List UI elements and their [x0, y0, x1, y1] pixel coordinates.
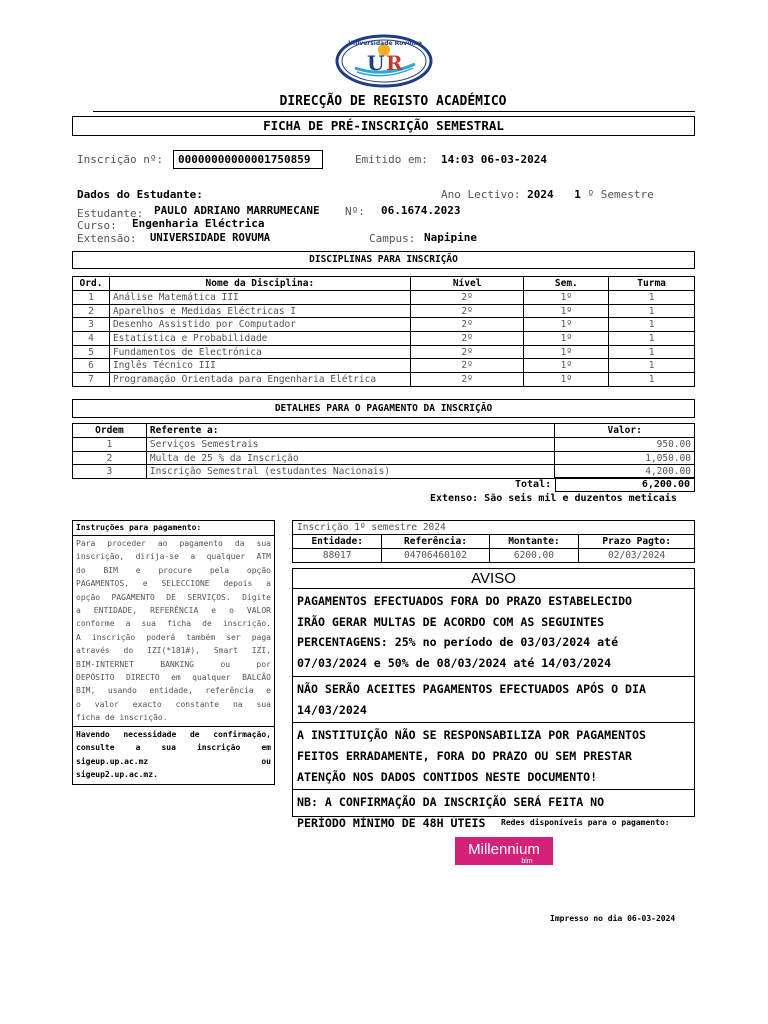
table-row — [73, 373, 695, 387]
instruction-line: BIM-INTERNET BANKING ou por — [76, 659, 271, 669]
row-ordem: 3 — [73, 465, 147, 479]
table-row — [73, 345, 695, 359]
reference-table — [293, 535, 694, 562]
instruction-line: BIM, usando entidade, referência e — [76, 686, 271, 696]
row-ord: 2 — [73, 304, 110, 318]
student-number-label: Nº: — [345, 205, 365, 218]
extension-label: Extensão: — [77, 232, 137, 245]
table-row — [73, 332, 695, 346]
row-semester: 1º — [524, 304, 609, 318]
row-class: 1 — [609, 359, 695, 373]
svg-text:bim: bim — [521, 858, 533, 865]
row-semester: 1º — [524, 332, 609, 346]
disciplines-title-box — [72, 251, 695, 269]
row-discipline: Análise Matemática III — [109, 291, 410, 305]
amount-header: Montante: — [489, 535, 579, 548]
aviso-paragraph — [293, 589, 694, 677]
table-row — [73, 318, 695, 332]
row-level: 2º — [410, 345, 524, 359]
aviso-line: NÃO SERÃO ACEITES PAGAMENTOS EFECTUADOS APÓS O DIA — [297, 681, 647, 696]
total-value: 6,200.00 — [555, 477, 695, 492]
row-ord: 6 — [73, 359, 110, 373]
row-level: 2º — [410, 318, 524, 332]
col-name: Nome da Disciplina: — [109, 277, 410, 291]
row-ord: 7 — [73, 373, 110, 387]
payment-title: DETALHES PARA O PAGAMENTO DA INSCRIÇÃO — [274, 403, 493, 414]
instruction-line: PAGAMENTOS, e SELECCIONE depois a — [76, 579, 271, 589]
instruction-line: o valor exacto constante na sua — [76, 699, 271, 709]
row-valor: 1,050.00 — [555, 451, 695, 465]
payment-networks-label: Redes disponíveis para o pagamento: — [501, 818, 670, 827]
table-row — [73, 291, 695, 305]
row-semester: 1º — [524, 291, 609, 305]
reference-value: 04706460102 — [382, 548, 489, 562]
amount-value: 6200.00 — [489, 548, 579, 562]
aviso-line: 14/03/2024 — [297, 702, 367, 717]
payment-table — [72, 423, 695, 479]
col-ord: Ord. — [73, 277, 110, 291]
payment-title-box — [72, 399, 695, 418]
col-semester: Sem. — [524, 277, 609, 291]
row-class: 1 — [609, 318, 695, 332]
amount-in-words: Extenso: São seis mil e duzentos meticais — [430, 493, 677, 504]
printed-date: Impresso no dia 06-03-2024 — [550, 914, 676, 923]
deadline-value: 02/03/2024 — [579, 548, 694, 562]
instruction-line: opção PAGAMENTO DE SERVIÇOS. Digite — [76, 592, 271, 602]
row-valor: 950.00 — [555, 438, 695, 452]
aviso-paragraph — [293, 790, 694, 835]
document-title: FICHA DE PRÉ-INSCRIÇÃO SEMESTRAL — [263, 118, 504, 133]
row-referente: Serviços Semestrais — [146, 438, 554, 452]
confirmation-line: sigeup2.up.ac.mz. — [76, 769, 158, 779]
instruction-line: A inscrição poderá também ser paga — [76, 632, 271, 642]
row-ordem: 1 — [73, 438, 147, 452]
campus-label: Campus: — [369, 232, 416, 245]
row-discipline: Aparelhos e Medidas Eléctricas I — [109, 304, 410, 318]
instruction-line: através do IZI(*181#), Smart IZI, — [76, 646, 271, 656]
reference-box — [292, 520, 695, 563]
svg-text:Universidade Rovuma: Universidade Rovuma — [348, 40, 422, 47]
row-semester: 1º — [524, 345, 609, 359]
extension-name: UNIVERSIDADE ROVUMA — [150, 232, 271, 244]
instruction-line: conforme a sua ficha de inscrição. — [76, 619, 271, 629]
aviso-paragraph — [293, 723, 694, 790]
student-section-label: Dados do Estudante: — [77, 188, 203, 201]
course-name: Engenharia Eléctrica — [132, 217, 265, 230]
aviso-line: PAGAMENTOS EFECTUADOS FORA DO PRAZO ESTABELECIDO — [297, 594, 633, 608]
disciplines-table — [72, 276, 695, 387]
instruction-line: DEPÓSITO DIRECTO em qualquer BALCÃO — [76, 673, 271, 683]
row-level: 2º — [410, 291, 524, 305]
table-row — [73, 438, 695, 452]
reference-caption: Inscrição 1º semestre 2024 — [293, 521, 694, 535]
table-row — [73, 359, 695, 373]
confirmation-text — [73, 727, 274, 783]
issued-datetime: 14:03 06-03-2024 — [441, 153, 547, 166]
row-semester: 1º — [524, 373, 609, 387]
directorate-title: DIRECÇÃO DE REGISTO ACADÉMICO — [279, 94, 507, 109]
instruction-line: inscrição, dirija-se a qualquer ATM — [76, 552, 271, 562]
university-logo — [335, 34, 433, 88]
total-label: Total: — [515, 479, 552, 490]
row-level: 2º — [410, 304, 524, 318]
row-level: 2º — [410, 373, 524, 387]
aviso-line: 07/03/2024 e 50% de 08/03/2024 até 14/03/2024 — [297, 656, 612, 671]
entity-header: Entidade: — [293, 535, 382, 548]
registration-number-label: Inscrição nº: — [77, 153, 164, 166]
table-row — [73, 304, 695, 318]
academic-year-label: Ano Lectivo: — [441, 188, 521, 201]
col-class: Turma — [609, 277, 695, 291]
disciplines-header-row — [73, 277, 695, 291]
row-class: 1 — [609, 332, 695, 346]
confirmation-line: Havendo necessidade de confirmação, — [76, 729, 271, 739]
col-valor: Valor: — [555, 424, 695, 438]
row-referente: Multa de 25 % da Inscrição — [146, 451, 554, 465]
reference-header: Referência: — [382, 535, 489, 548]
instruction-line: a ENTIDADE, REFERÊNCIA e o VALOR — [76, 606, 271, 616]
row-class: 1 — [609, 304, 695, 318]
document-title-box — [72, 116, 695, 136]
aviso-line: PERCENTAGENS: 25% no período de 03/03/2024 até — [297, 635, 619, 650]
row-ordem: 2 — [73, 451, 147, 465]
semester-label: º Semestre — [587, 188, 654, 201]
row-semester: 1º — [524, 318, 609, 332]
row-ord: 4 — [73, 332, 110, 346]
aviso-line: FEITOS ERRADAMENTE, FORA DO PRAZO OU SEM PRESTAR — [297, 748, 633, 763]
academic-year — [441, 188, 654, 201]
row-level: 2º — [410, 332, 524, 346]
svg-text:Millennium: Millennium — [468, 841, 540, 858]
col-level: Nível — [410, 277, 524, 291]
row-discipline: Desenho Assistido por Computador — [109, 318, 410, 332]
student-number: 06.1674.2023 — [381, 204, 461, 217]
aviso-line: PERÍODO MÍNIMO DE 48H ÚTEIS — [297, 816, 486, 831]
row-class: 1 — [609, 345, 695, 359]
aviso-line: A INSTITUIÇÃO NÃO SE RESPONSABILIZA POR PAGAMENTOS — [297, 728, 647, 743]
confirmation-line: sigeup.up.ac.mz ou — [76, 756, 271, 766]
semester-number: 1 — [574, 188, 581, 201]
table-row — [73, 451, 695, 465]
row-semester: 1º — [524, 359, 609, 373]
instruction-line: ficha de inscrição. — [76, 713, 168, 723]
row-ord: 1 — [73, 291, 110, 305]
row-discipline: Fundamentos de Electrónica — [109, 345, 410, 359]
row-discipline: Estatística e Probabilidade — [109, 332, 410, 346]
disciplines-title: DISCIPLINAS PARA INSCRIÇÃO — [309, 254, 458, 265]
millennium-bim-logo — [455, 837, 553, 865]
row-level: 2º — [410, 359, 524, 373]
col-referente: Referente a: — [146, 424, 554, 438]
entity-value: 88017 — [293, 548, 382, 562]
instructions-box — [72, 520, 275, 785]
instruction-line: Para proceder ao pagamento da sua — [76, 539, 271, 548]
row-referente: Inscrição Semestral (estudantes Nacionais) — [146, 465, 554, 479]
row-ord: 3 — [73, 318, 110, 332]
deadline-header: Prazo Pagto: — [579, 535, 694, 548]
confirmation-line: consulte a sua inscrição em — [76, 743, 271, 753]
row-class: 1 — [609, 291, 695, 305]
issued-label: Emitido em: — [355, 153, 428, 166]
instructions-title: Instruções para pagamento: — [73, 521, 274, 536]
student-name: PAULO ADRIANO MARRUMECANE — [154, 204, 320, 217]
aviso-title: AVISO — [293, 569, 694, 589]
campus-name: Napipine — [424, 231, 477, 244]
row-discipline: Inglês Técnico III — [109, 359, 410, 373]
row-class: 1 — [609, 373, 695, 387]
aviso-line: ATENÇÃO NOS DADOS CONTIDOS NESTE DOCUMENTO! — [297, 769, 598, 784]
instructions-text — [73, 536, 274, 727]
student-name-label: Estudante: — [77, 207, 144, 220]
svg-text:U: U — [367, 51, 385, 75]
row-valor: 4,200.00 — [555, 465, 695, 479]
payment-header-row — [73, 424, 695, 438]
aviso-line: NB: A CONFIRMAÇÃO DA INSCRIÇÃO SERÁ FEITA NO — [297, 795, 605, 810]
row-ord: 5 — [73, 345, 110, 359]
col-ordem: Ordem — [73, 424, 147, 438]
row-discipline: Programação Orientada para Engenharia Elétrica — [109, 373, 410, 387]
course-label: Curso: — [77, 219, 117, 232]
svg-text:R: R — [386, 51, 403, 75]
aviso-paragraph — [293, 677, 694, 723]
instruction-line: do BIM e procure pela opção — [76, 565, 271, 575]
academic-year-value: 2024 — [527, 188, 554, 201]
aviso-line: IRÃO GERAR MULTAS DE ACORDO COM AS SEGUINTES — [297, 614, 605, 629]
registration-number: 00000000000001750859 — [173, 150, 323, 169]
